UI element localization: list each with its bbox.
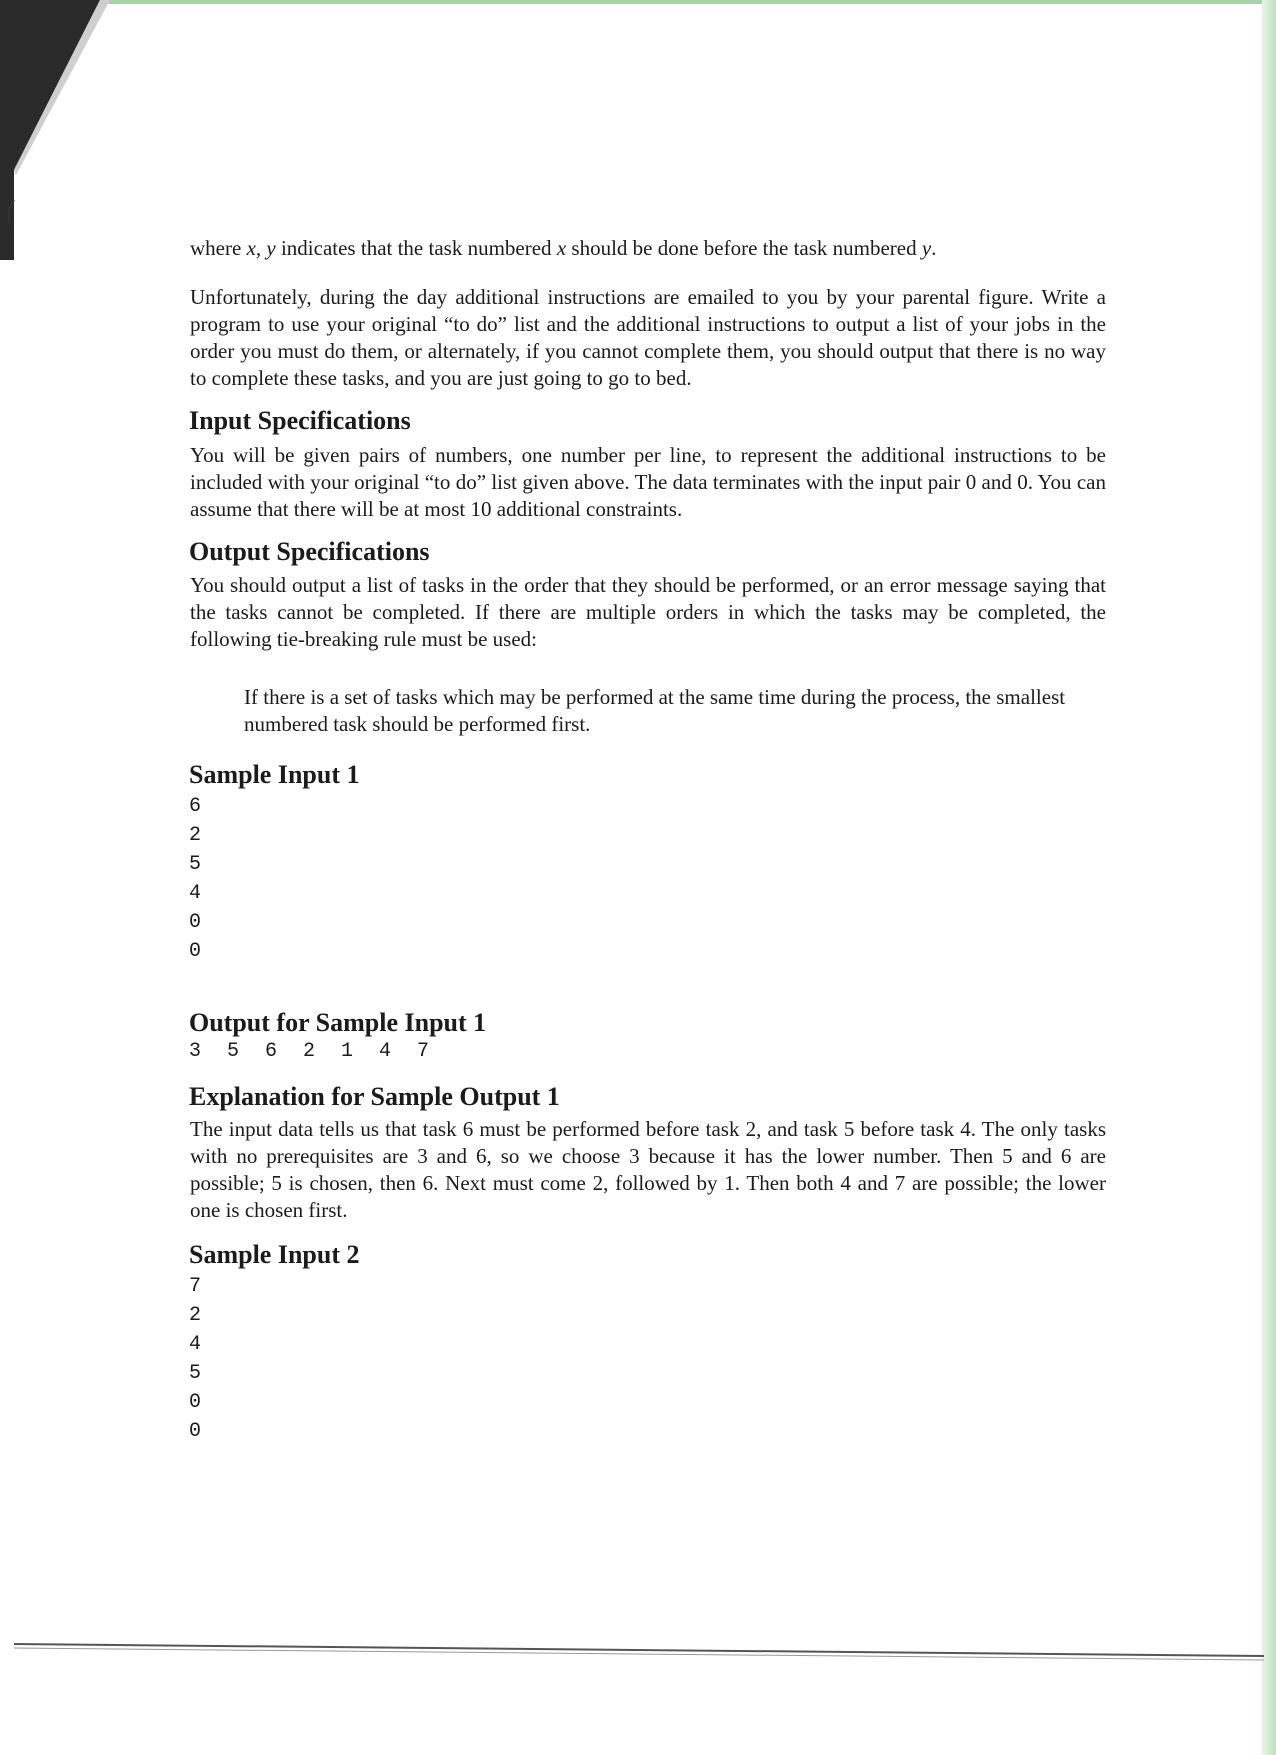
code-line: 0 (189, 911, 202, 934)
input-spec-heading: Input Specifications (189, 406, 411, 435)
code-line: 5 (189, 1362, 202, 1385)
sample-input-1-heading: Sample Input 1 (189, 760, 360, 789)
output-1-value: 3 5 6 2 1 4 7 (189, 1040, 437, 1063)
code-line: 2 (189, 1304, 202, 1327)
math-y: y (921, 236, 932, 260)
code-line: 0 (189, 940, 202, 963)
output-spec-heading: Output Specifications (189, 537, 430, 566)
code-line: 2 (189, 824, 202, 847)
intro-sentence: where x, y indicates that the task numbered x should be done before the task numbered y. (190, 236, 937, 260)
tie-breaking-rule: If there is a set of tasks which may be performed at the same time during the process, the smallest numbered task should be performed first. (244, 685, 1066, 736)
code-line: 4 (189, 882, 202, 905)
code-line: 0 (189, 1420, 202, 1443)
sample-input-2-heading: Sample Input 2 (189, 1240, 360, 1269)
code-line: 4 (189, 1333, 202, 1356)
explanation-1-text: The input data tells us that task 6 must be performed before task 2, and task 5 before task 4. The only tasks with no prerequisites are 3 and 6, so we choose 3 because it has the lower number. Then 5 and 6 are possible; 5 is chosen, then 6. Next must come 2, followed by 1. Then both 4 and 7 are possible; the lower one is chosen first. (190, 1117, 1106, 1222)
code-line: 5 (189, 853, 202, 876)
sample-input-2-lines (189, 1272, 201, 1446)
problem-paragraph: Unfortunately, during the day additional instructions are emailed to you by your parental figure. Write a program to use your original “to do” list and the additional instructions to output a list of your jobs in the order you must do them, or alternately, if you cannot complete them, you should output that there is no way to complete these tasks, and you are just going to go to bed. (190, 285, 1106, 390)
code-line: 6 (189, 795, 202, 818)
sample-input-1-lines (189, 792, 201, 966)
output-1-heading: Output for Sample Input 1 (189, 1008, 487, 1037)
explanation-1-heading: Explanation for Sample Output 1 (189, 1082, 560, 1111)
input-spec-text: You will be given pairs of numbers, one number per line, to represent the additional instructions to be included with your original “to do” list given above. The data terminates with the input pair 0 and 0. You can assume that there will be at most 10 additional constraints. (190, 443, 1106, 521)
code-line: 0 (189, 1391, 202, 1414)
output-spec-text: You should output a list of tasks in the order that they should be performed, or an error message saying that the tasks cannot be completed. If there are multiple orders in which the tasks may be completed, the following tie-breaking rule must be used: (190, 573, 1106, 651)
math-x: x (556, 236, 567, 260)
code-line: 7 (189, 1275, 202, 1298)
math-xy: x, y (246, 236, 276, 260)
